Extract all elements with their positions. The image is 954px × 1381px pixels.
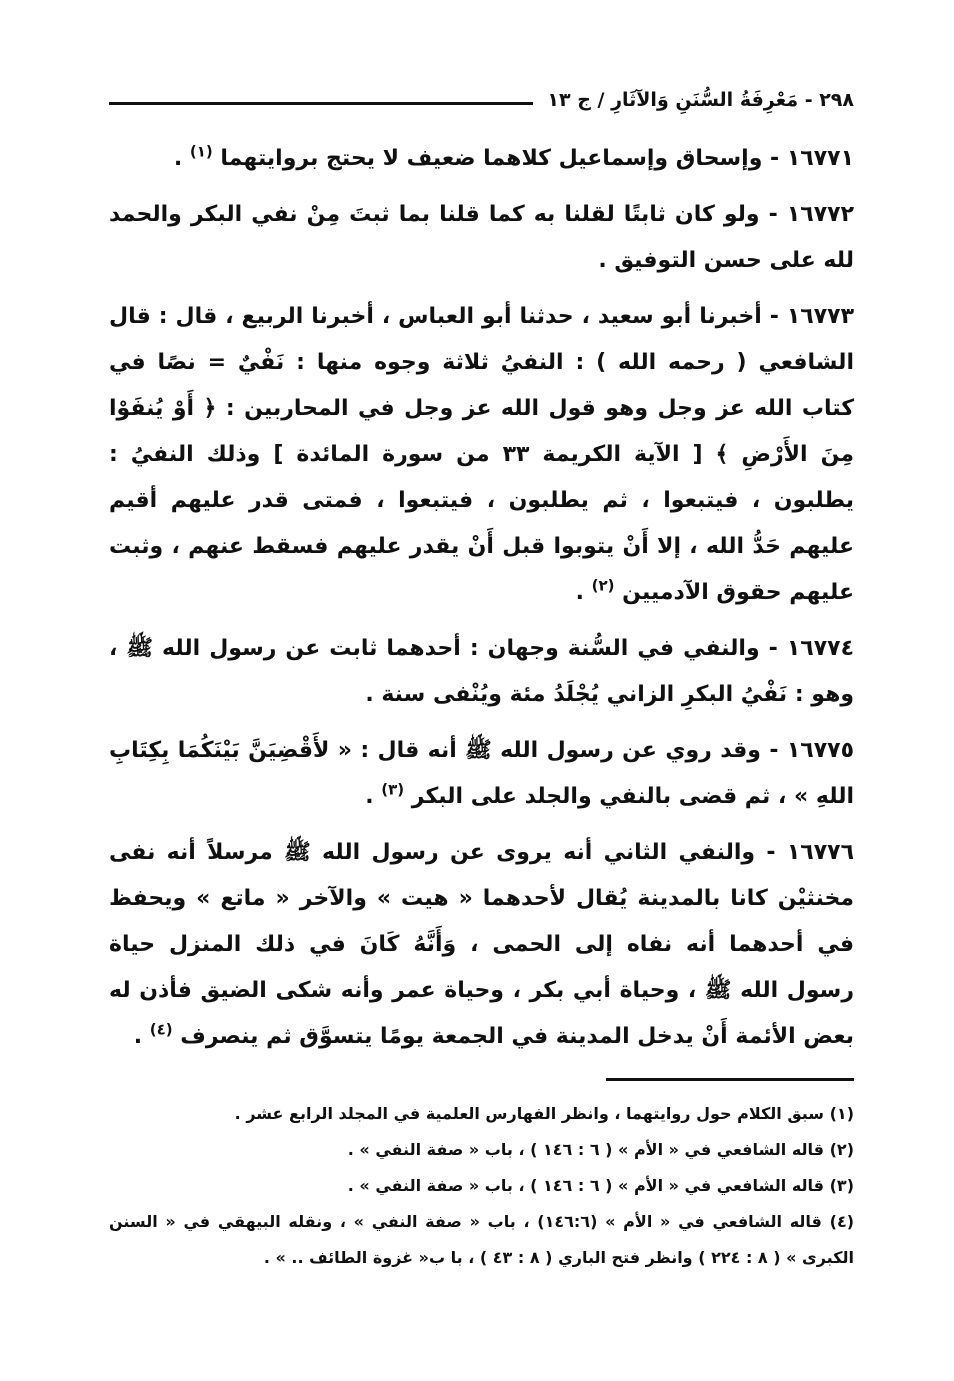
page-header (109, 82, 854, 118)
paragraph-end: . (133, 1024, 150, 1049)
paragraph-text: - والنفي في السُّنة وجهان : أحدهما ثابت عن رسول الله ﷺ ، وهو : نَفْيُ البكرِ الزاني يُجْلَدُ مئة ويُنْفى سنة . (109, 636, 854, 707)
paragraph-text: - وإسحاق وإسماعيل كلاهما ضعيف لا يحتج بروايتهما (212, 146, 787, 171)
footnote: (١) سبق الكلام حول روايتهما ، وانظر الفهارس العلمية في المجلد الرابع عشر . (234, 1104, 854, 1123)
paragraph-end: . (575, 580, 592, 605)
footnote-marker: (١) (189, 142, 213, 161)
footnote-marker: (٢) (591, 576, 615, 595)
footnote: (٣) قاله الشافعي في « الأم » ( ٦ : ١٤٦ ) ، باب « صفة النفي » . (347, 1176, 854, 1195)
paragraph (109, 830, 854, 1060)
hadith-number: ١٦٧٧١ (786, 146, 854, 171)
paragraph-text: - والنفي الثاني أنه يروى عن رسول الله ﷺ مرسلاً أنه نفى مخنثيْن كانا بالمدينة يُقال لأحدهما « هيت » والآخر « ماتع » ويحفظ في أحدهما أنه نفاه إلى الحمى ، وَأَنَّهُ كَانَ في ذلك المنزل حياة رسول الله ﷺ ، وحياة أبي بكر ، وحياة عمر وأنه شكى الضيق فأذن له بعض الأئمة أَنْ يدخل المدينة في الجمعة يومًا يتسوَّق ثم ينصرف (109, 840, 854, 1049)
footnote-marker: (٤) (149, 1020, 173, 1039)
paragraph-end: . (173, 146, 190, 171)
running-title: ٢٩٨ - مَعْرِفَةُ السُّنَنِ وَالآثَارِ / ج ١٣ (547, 89, 854, 111)
paragraph (109, 294, 854, 616)
paragraph (109, 728, 854, 820)
footnote: (٤) قاله الشافعي في « الأم » (١٤٦:٦) ، باب « صفة النفي » ، ونقله البيهقي في « السنن الكبرى » ( ٨ : ٢٢٤ ) وانظر فتح الباري ( ٨ : ٤٣ ) ، با ب« غزوة الطائف .. » . (109, 1212, 855, 1267)
hadith-number: ١٦٧٧٣ (786, 304, 854, 329)
hadith-number: ١٦٧٧٤ (786, 636, 854, 661)
hadith-number: ١٦٧٧٦ (786, 840, 854, 865)
footnote-marker: (٣) (381, 780, 405, 799)
paragraph-text: - وقد روي عن رسول الله ﷺ أنه قال : « لأَقْضِيَنَّ بَيْنَكُمَا بِكِتَابِ اللهِ » ، ثم قضى بالنفي والجلد على البكر (109, 738, 854, 809)
paragraph (109, 626, 854, 718)
hadith-number: ١٦٧٧٢ (786, 202, 854, 227)
footnote: (٢) قاله الشافعي في « الأم » ( ٦ : ١٤٦ ) ، باب « صفة النفي » . (347, 1140, 854, 1159)
main-text (109, 136, 854, 1060)
paragraph-text: - ولو كان ثابتًا لقلنا به كما قلنا بما ثبتَ مِنْ نفي البكر والحمد لله على حسن التوفيق . (109, 202, 854, 273)
paragraph-text: - أخبرنا أبو سعيد ، حدثنا أبو العباس ، أخبرنا الربيع ، قال : قال الشافعي ( رحمه الله ) : النفيُ ثلاثة وجوه منها : نَفْيٌ = نصًا في كتاب الله عز وجل وهو قول الله عز وجل في المحاربين : ﴿ أَوْ يُنفَوْا مِنَ الأَرْضِ ﴾ [ الآية الكريمة ٣٣ من سورة المائدة ] وذلك النفيُ : يطلبون ، فيتبعوا ، ثم يطلبون ، فيتبعوا ، فمتى قدر عليهم أقيم عليهم حَدُّ الله ، إلا أَنْ يتوبوا قبل أَنْ يقدر عليهم فسقط عنهم ، وثبت عليهم حقوق الآدميين (109, 304, 854, 605)
paragraph (109, 192, 854, 284)
paragraph-end: . (365, 784, 382, 809)
paragraph (109, 136, 854, 182)
hadith-number: ١٦٧٧٥ (786, 738, 854, 763)
footnote-separator (606, 1078, 854, 1081)
footnotes (109, 1096, 854, 1276)
header-rule (109, 102, 533, 105)
